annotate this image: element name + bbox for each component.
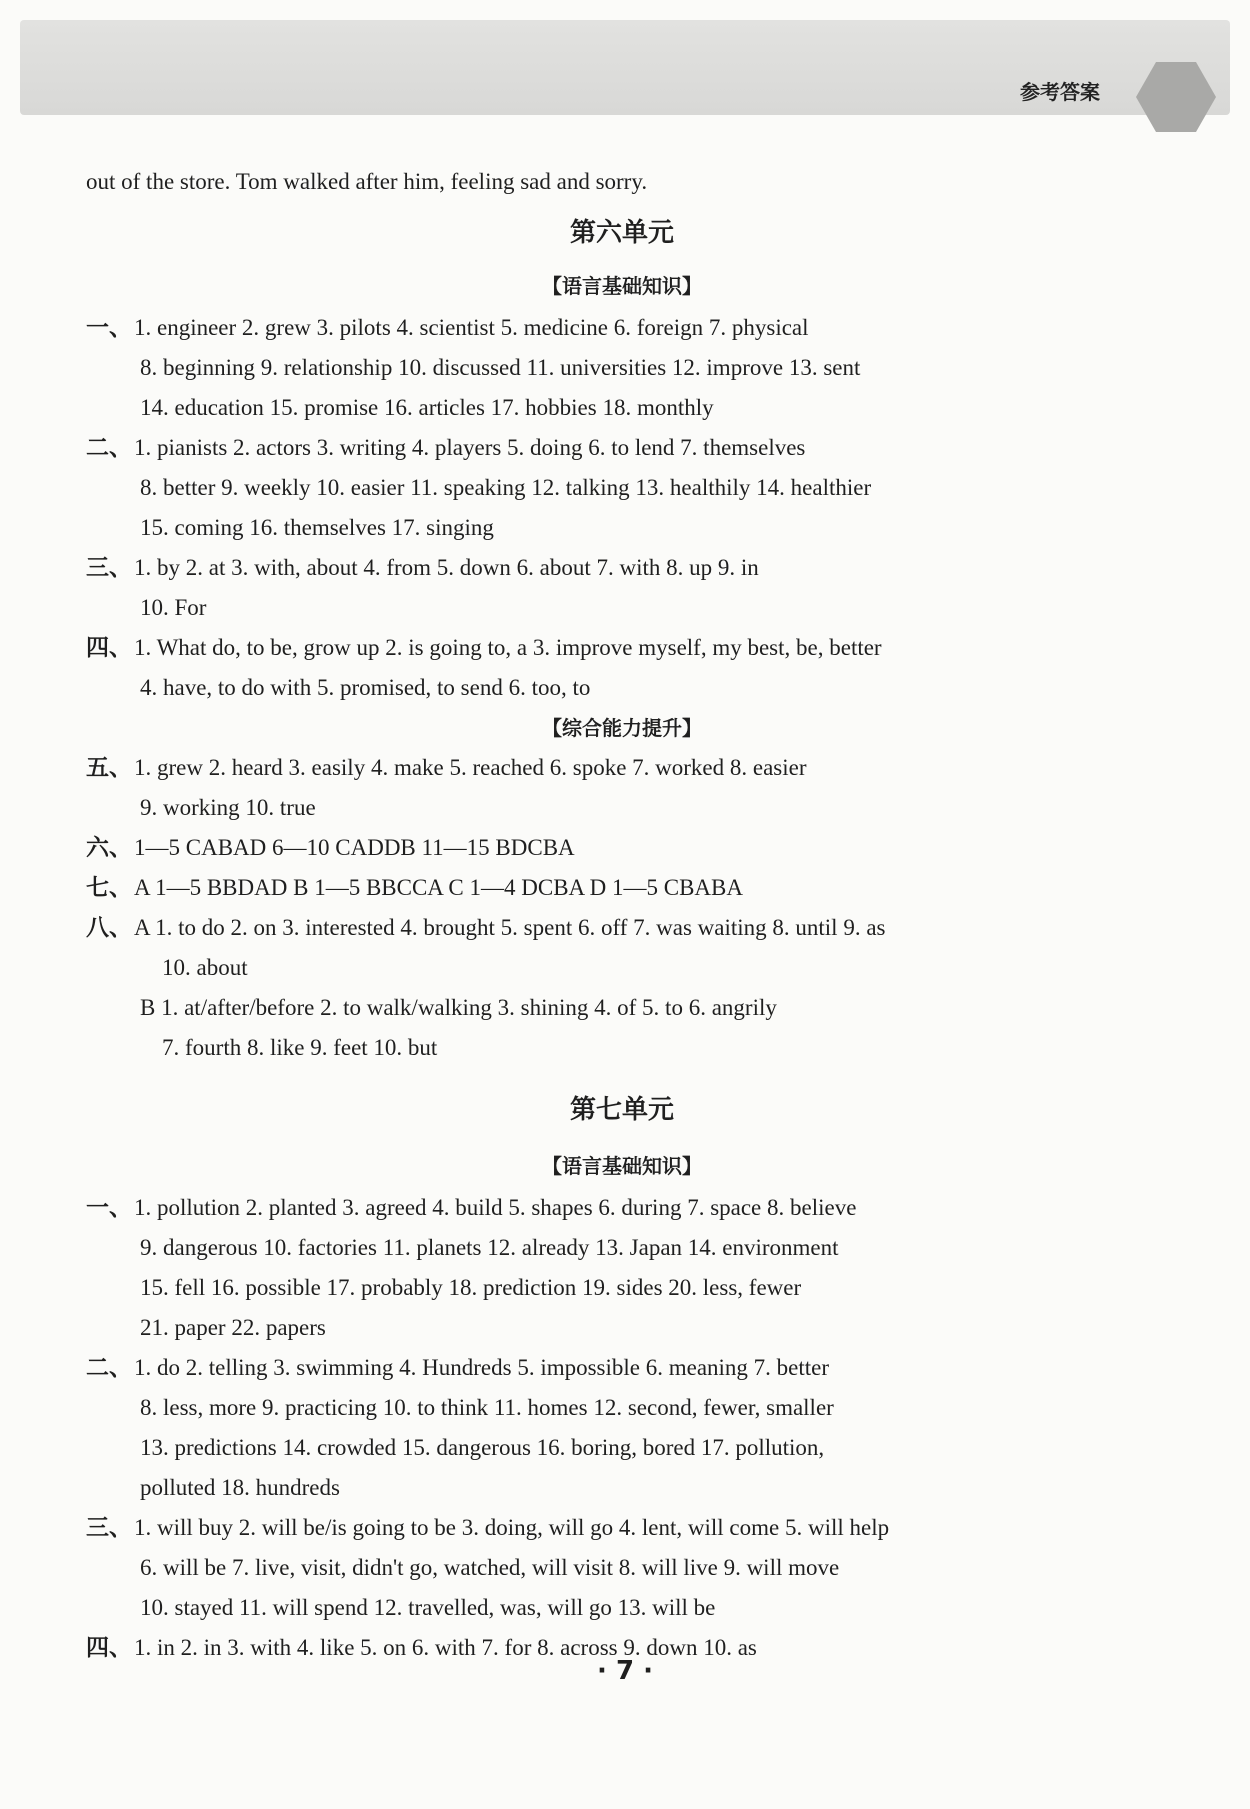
page-number: · 7 · <box>597 1656 653 1686</box>
u7-q2-line-0 <box>86 1348 1152 1388</box>
u6-q2-line-1: 8. better 9. weekly 10. easier 11. speaking 12. talking 13. healthily 14. healthier <box>140 475 872 500</box>
u7-q1-line-3: 21. paper 22. papers <box>140 1315 326 1340</box>
u6-q2-line-2: 15. coming 16. themselves 17. singing <box>140 515 494 540</box>
u7-q1-line-1: 9. dangerous 10. factories 11. planets 12. already 13. Japan 14. environment <box>140 1235 839 1260</box>
u6-q4-text-0: 1. What do, to be, grow up 2. is going to, a 3. improve myself, my best, be, better <box>134 635 882 660</box>
u6-q5-line-0 <box>86 748 1152 788</box>
u6-q8-line-3: 7. fourth 8. like 9. feet 10. but <box>162 1035 438 1060</box>
label-seven: 七、 <box>86 875 132 901</box>
label-eight: 八、 <box>86 915 132 941</box>
u6-q6-text-0: 1—5 CABAD 6—10 CADDB 11—15 BDCBA <box>134 835 575 860</box>
u6-q1-line-1: 8. beginning 9. relationship 10. discussed 11. universities 12. improve 13. sent <box>140 355 861 380</box>
u7-q2-line-1: 8. less, more 9. practicing 10. to think 11. homes 12. second, fewer, smaller <box>140 1395 834 1420</box>
u6-q4-line-1: 4. have, to do with 5. promised, to send 6. too, to <box>140 675 591 700</box>
u7-q3-line-0 <box>86 1508 1152 1548</box>
label-two-u7: 二、 <box>86 1355 132 1381</box>
label-three-u7: 三、 <box>86 1515 132 1541</box>
u6-q4-line-0 <box>86 628 1152 668</box>
label-five: 五、 <box>86 755 132 781</box>
u7-q2-line-2: 13. predictions 14. crowded 15. dangerous 16. boring, bored 17. pollution, <box>140 1435 825 1460</box>
u6-q2-line-0 <box>86 428 1152 468</box>
header-label: 参考答案 <box>1020 80 1100 104</box>
u6-q5-text-0: 1. grew 2. heard 3. easily 4. make 5. reached 6. spoke 7. worked 8. easier <box>134 755 807 780</box>
label-three: 三、 <box>86 555 132 581</box>
unit6-section2-title: 【综合能力提升】 <box>542 716 702 740</box>
u7-q3-line-2: 10. stayed 11. will spend 12. travelled, was, will go 13. will be <box>140 1595 716 1620</box>
u6-q8-line-1: 10. about <box>162 955 248 980</box>
u7-q2-line-3: polluted 18. hundreds <box>140 1475 340 1500</box>
u6-q7-line-0 <box>86 868 1152 908</box>
label-six: 六、 <box>86 835 132 861</box>
unit6-section1-title: 【语言基础知识】 <box>542 274 702 298</box>
u6-q2-text-0: 1. pianists 2. actors 3. writing 4. players 5. doing 6. to lend 7. themselves <box>134 435 806 460</box>
u7-q3-line-1: 6. will be 7. live, visit, didn't go, watched, will visit 8. will live 9. will move <box>140 1555 840 1580</box>
u7-q2-text-0: 1. do 2. telling 3. swimming 4. Hundreds 5. impossible 6. meaning 7. better <box>134 1355 830 1380</box>
u6-q1-text-0: 1. engineer 2. grew 3. pilots 4. scientist 5. medicine 6. foreign 7. physical <box>134 315 809 340</box>
label-one-u7: 一、 <box>86 1195 132 1221</box>
unit7-section1-title: 【语言基础知识】 <box>542 1154 702 1178</box>
u7-q1-line-0 <box>86 1188 1152 1228</box>
u6-q8-text-0: A 1. to do 2. on 3. interested 4. brought 5. spent 6. off 7. was waiting 8. until 9. as <box>134 915 886 940</box>
u6-q7-text-0: A 1—5 BBDAD B 1—5 BBCCA C 1—4 DCBA D 1—5 CBABA <box>134 875 743 900</box>
u6-q1-line-0 <box>86 308 1152 348</box>
label-two: 二、 <box>86 435 132 461</box>
label-four-u7: 四、 <box>86 1635 132 1661</box>
u6-q1-line-2: 14. education 15. promise 16. articles 17. hobbies 18. monthly <box>140 395 714 420</box>
u6-q6-line-0 <box>86 828 1152 868</box>
intro-line: out of the store. Tom walked after him, feeling sad and sorry. <box>86 169 648 194</box>
u6-q3-line-0 <box>86 548 1152 588</box>
unit6-title: 第六单元 <box>569 218 674 248</box>
u7-q4-text-0: 1. in 2. in 3. with 4. like 5. on 6. with 7. for 8. across 9. down 10. as <box>134 1635 757 1660</box>
u6-q5-line-1: 9. working 10. true <box>140 795 316 820</box>
label-one: 一、 <box>86 315 132 341</box>
u6-q3-text-0: 1. by 2. at 3. with, about 4. from 5. down 6. about 7. with 8. up 9. in <box>134 555 759 580</box>
unit7-title: 第七单元 <box>569 1095 674 1125</box>
u7-q3-text-0: 1. will buy 2. will be/is going to be 3. doing, will go 4. lent, will come 5. will help <box>134 1515 890 1540</box>
answer-content <box>86 162 1152 1668</box>
u7-q1-line-2: 15. fell 16. possible 17. probably 18. prediction 19. sides 20. less, fewer <box>140 1275 802 1300</box>
u6-q3-line-1: 10. For <box>140 595 207 620</box>
u6-q8-line-0 <box>86 908 1152 948</box>
u7-q1-text-0: 1. pollution 2. planted 3. agreed 4. build 5. shapes 6. during 7. space 8. believe <box>134 1195 857 1220</box>
label-four: 四、 <box>86 635 132 661</box>
u6-q8-line-2: B 1. at/after/before 2. to walk/walking 3. shining 4. of 5. to 6. angrily <box>140 995 777 1020</box>
